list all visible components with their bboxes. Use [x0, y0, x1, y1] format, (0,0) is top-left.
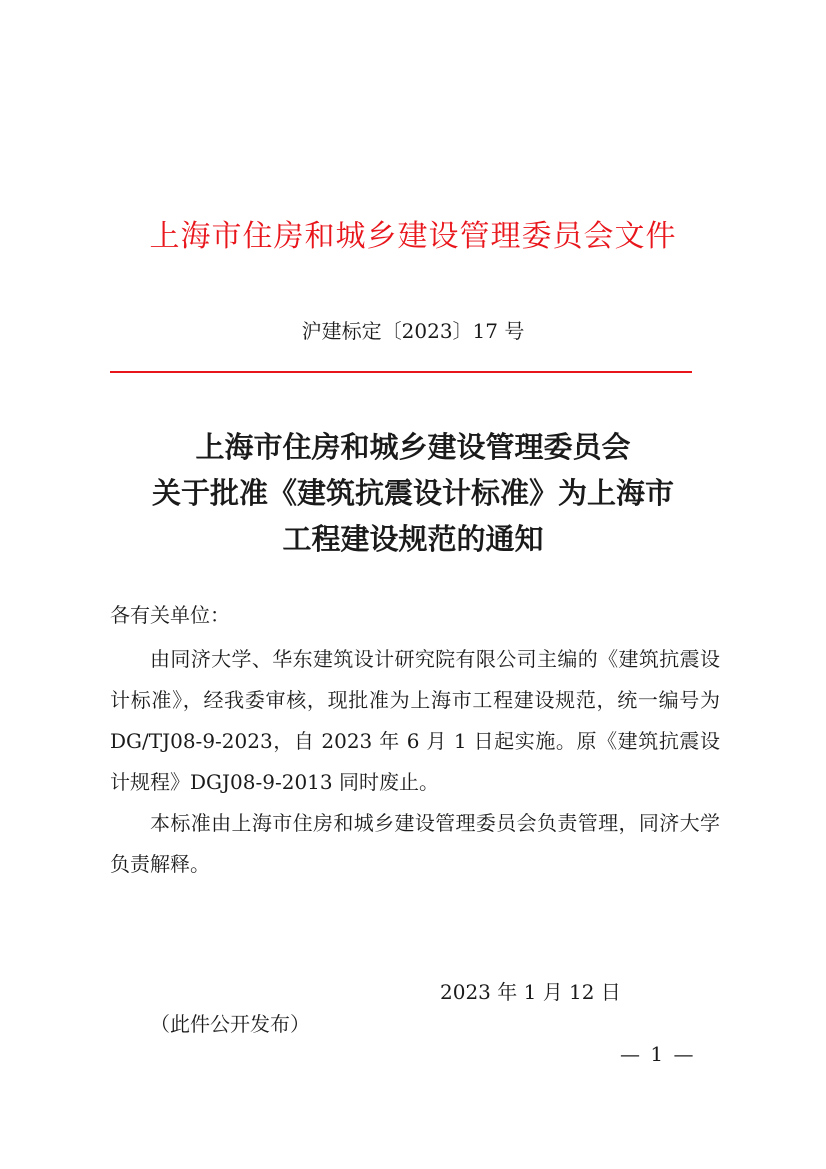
- notice-body: [110, 639, 720, 885]
- red-divider-line: [110, 371, 692, 373]
- body-paragraph-1: 由同济大学、华东建筑设计研究院有限公司主编的《建筑抗震设计标准》，经我委审核，现批准为上海市工程建设规范，统一编号为 DG/TJ08-9-2023，自 2023 年 6 月 1 日起实施。原《建筑抗震设计规程》DGJ08-9-2013 同时废止。: [110, 647, 720, 794]
- notice-title-line-1: 上海市住房和城乡建设管理委员会: [195, 430, 631, 464]
- page-number: — 1 —: [620, 1042, 696, 1066]
- notice-title: [0, 424, 826, 562]
- issue-date: 2023 年 1 月 12 日: [440, 980, 621, 1004]
- issuer-header-title: 上海市住房和城乡建设管理委员会文件: [149, 219, 677, 254]
- public-release-note: （此件公开发布）: [150, 1012, 310, 1036]
- notice-title-line-3: 工程建设规范的通知: [282, 522, 544, 556]
- salutation: 各有关单位：: [110, 603, 230, 627]
- body-paragraph-2: 本标准由上海市住房和城乡建设管理委员会负责管理，同济大学负责解释。: [110, 811, 720, 876]
- document-number: 沪建标定〔2023〕17 号: [301, 319, 525, 343]
- notice-title-line-2: 关于批准《建筑抗震设计标准》为上海市: [151, 476, 674, 510]
